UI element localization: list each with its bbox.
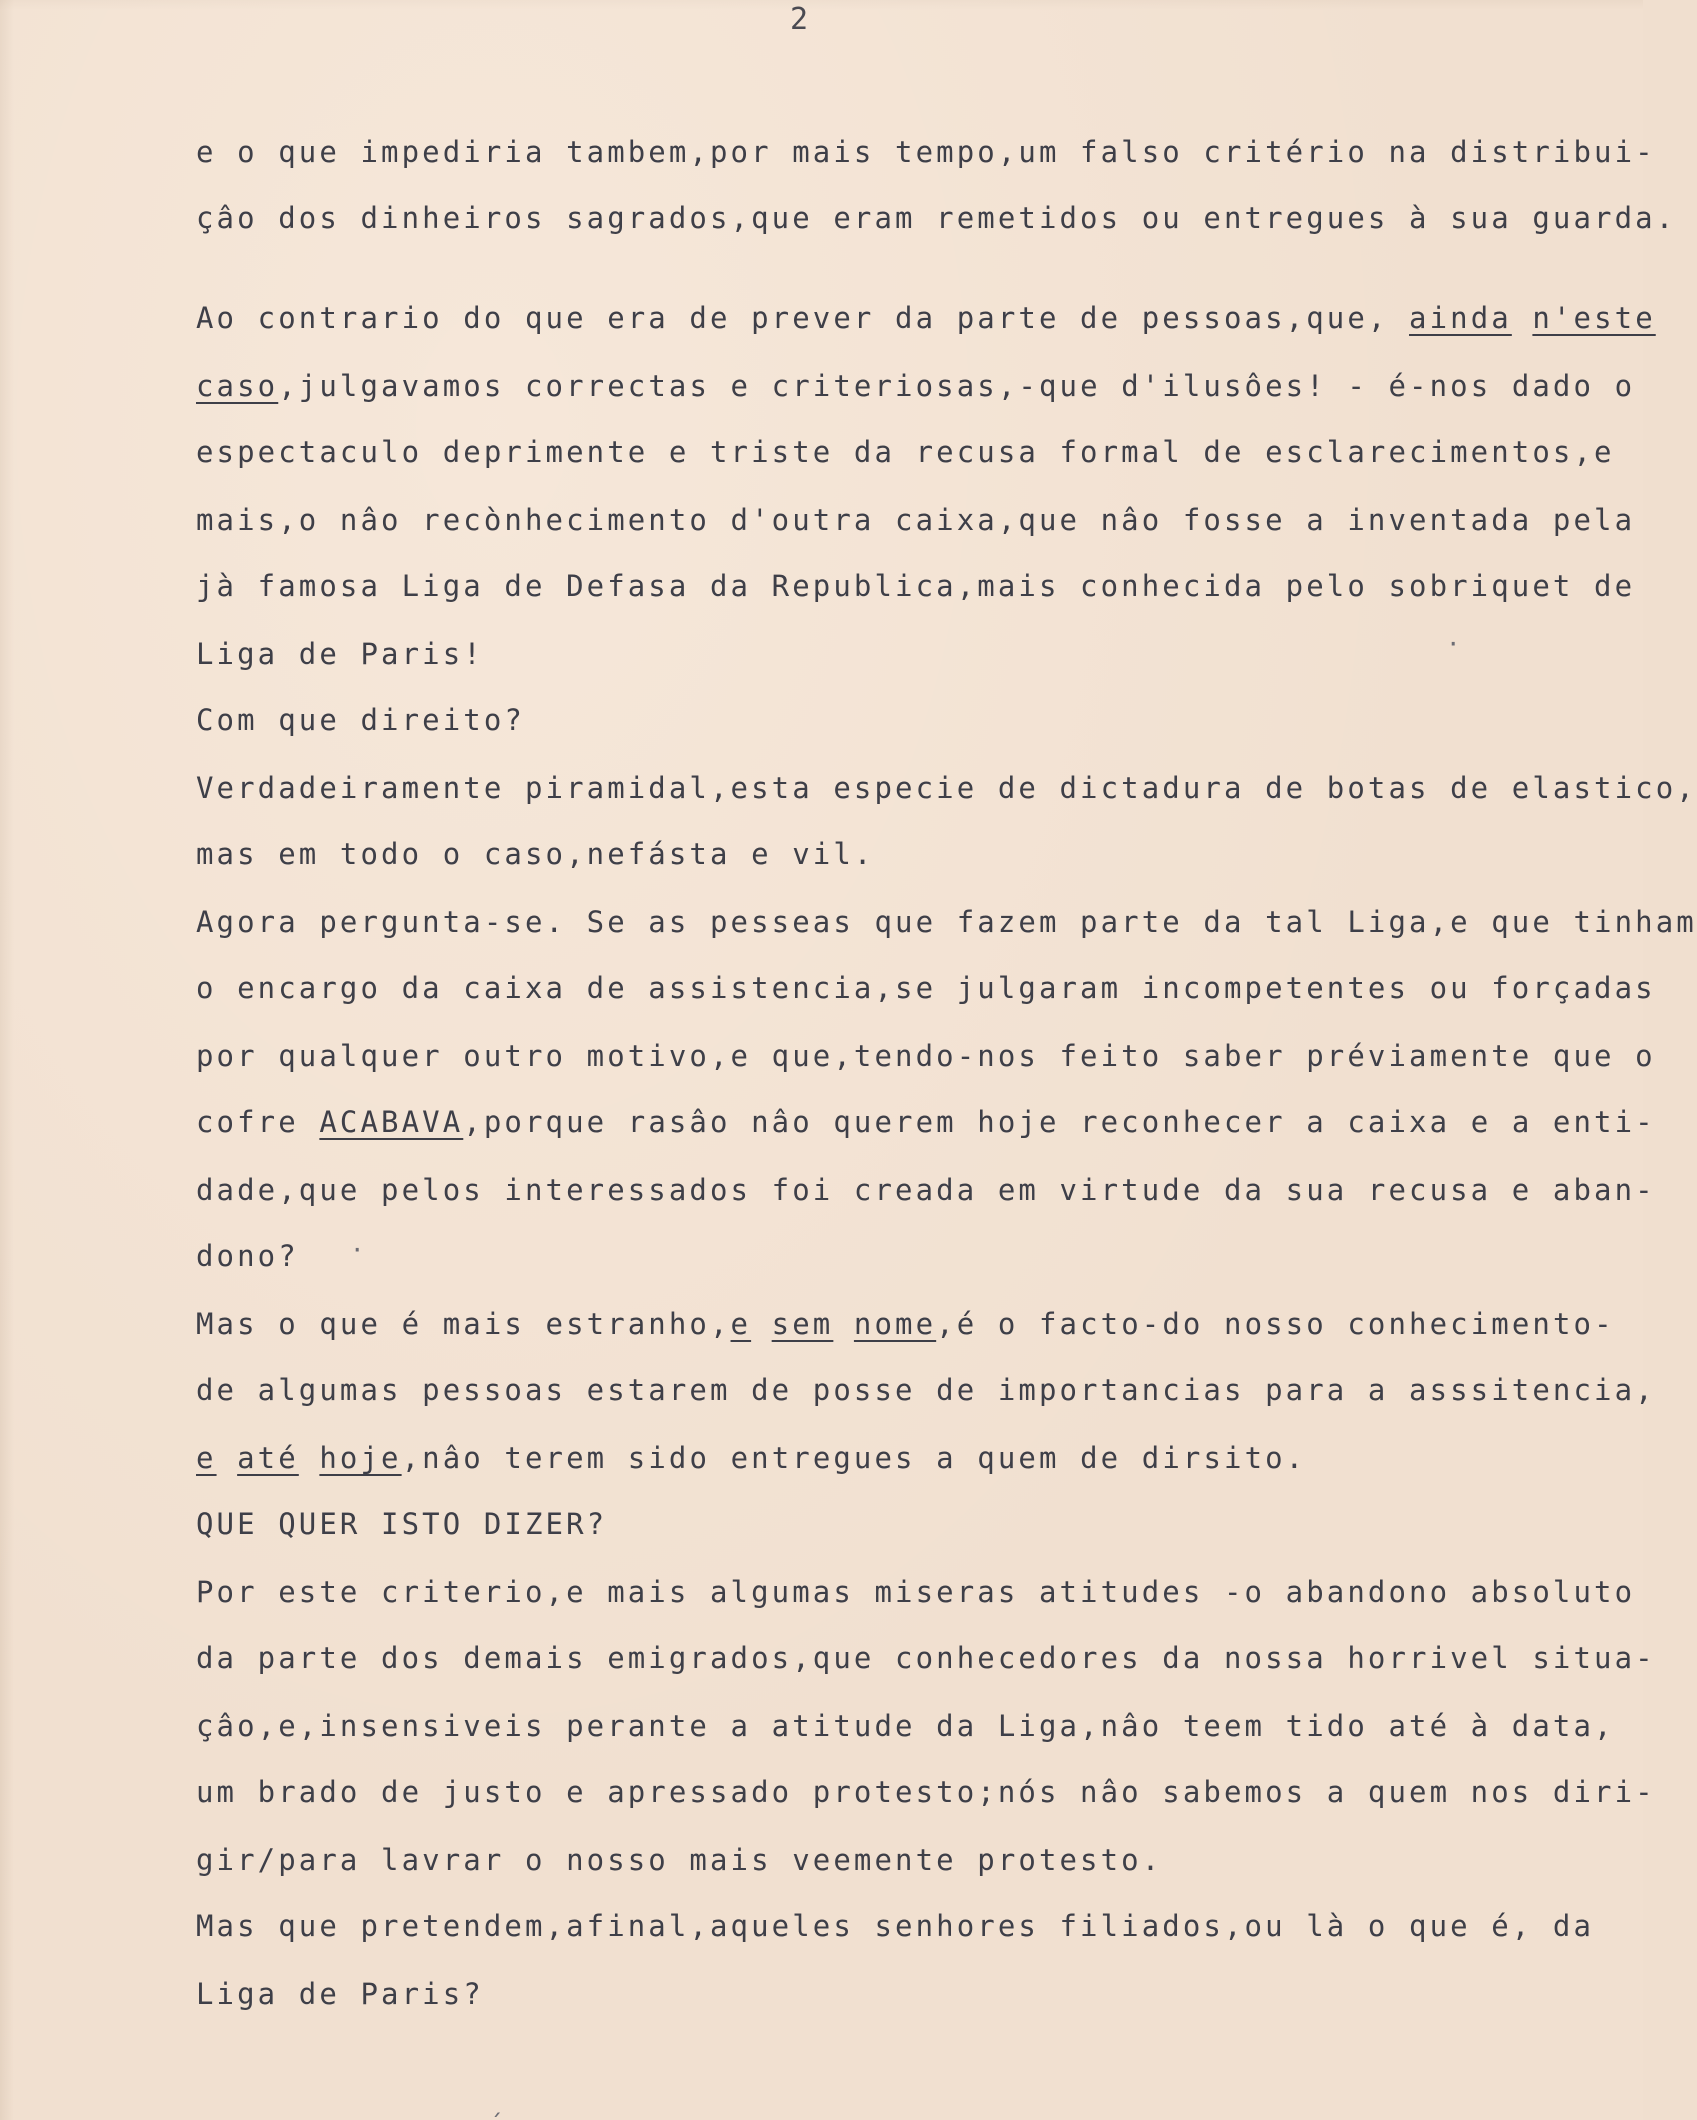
text-line-17: dono? <box>196 1239 299 1273</box>
text-line-7: jà famosa Liga de Defasa da Republica,mais conhecida pelo sobriquet de <box>196 569 1636 603</box>
underlined-word: ACABAVA <box>319 1105 464 1139</box>
underlined-word: ainda <box>1409 301 1512 335</box>
underlined-word: nome <box>853 1307 937 1341</box>
text-line-16: dade,que pelos interessados foi creada em virtude da sua recusa e aban- <box>196 1173 1656 1207</box>
text-line-13: o encargo da caixa de assistencia,se julgaram incompetentes ou forçadas <box>196 971 1656 1005</box>
text-line-11: mas em todo o caso,nefásta e vil. <box>196 837 875 871</box>
text-line-24: çâo,e,insensiveis perante a atitude da Liga,nâo teem tido até à data, <box>196 1709 1615 1743</box>
page-number: 2 <box>790 2 810 37</box>
text-line-6: mais,o nâo recònhecimento d'outra caixa,que nâo fosse a inventada pela <box>196 503 1636 537</box>
underlined-word: caso <box>196 369 279 403</box>
text-line-25: um brado de justo e apressado protesto;nós nâo sabemos a quem nos diri- <box>196 1775 1656 1809</box>
underlined-word: até <box>237 1441 299 1475</box>
text-line-18: Mas o que é mais estranho,e sem nome,é o facto-do nosso conhecimento- <box>196 1307 1615 1341</box>
paper-speck: ˏ <box>490 2088 505 2116</box>
text-line-22: Por este criterio,e mais algumas miseras atitudes -o abandono absoluto <box>196 1575 1636 1609</box>
text-line-27: Mas que pretendem,afinal,aqueles senhores filiados,ou là o que é, da <box>196 1909 1595 1943</box>
text-line-28: Liga de Paris? <box>196 1977 484 2011</box>
paper-speck: · <box>350 1236 365 1264</box>
text-line-21: QUE QUER ISTO DIZER? <box>196 1507 608 1541</box>
underlined-word: e <box>730 1307 752 1341</box>
text-line-3: Ao contrario do que era de prever da parte de pessoas,que, ainda n'este <box>196 301 1656 335</box>
text-line-15: cofre ACABAVA,porque rasâo nâo querem hoje reconhecer a caixa e a enti- <box>196 1105 1656 1139</box>
text-line-20: e até hoje,nâo terem sido entregues a quem de dirsito. <box>196 1441 1307 1475</box>
text-line-1: e o que impediria tambem,por mais tempo,um falso critério na distribui- <box>196 135 1656 169</box>
paper-speck: · <box>1446 630 1461 658</box>
text-line-8: Liga de Paris! <box>196 637 484 671</box>
text-line-9: Com que direito? <box>196 703 525 737</box>
text-line-23: da parte dos demais emigrados,que conhecedores da nossa horrivel situa- <box>196 1641 1656 1675</box>
underlined-word: hoje <box>319 1441 402 1475</box>
text-line-5: espectaculo deprimente e triste da recusa formal de esclarecimentos,e <box>196 435 1615 469</box>
text-line-10: Verdadeiramente piramidal,esta especie de dictadura de botas de elastico, <box>196 771 1697 805</box>
text-line-19: de algumas pessoas estarem de posse de importancias para a asssitencia, <box>196 1373 1656 1407</box>
text-line-12: Agora pergunta-se. Se as pesseas que fazem parte da tal Liga,e que tinham <box>196 905 1697 939</box>
text-line-2: çâo dos dinheiros sagrados,que eram remetidos ou entregues à sua guarda. <box>196 201 1677 235</box>
text-line-14: por qualquer outro motivo,e que,tendo-nos feito saber préviamente que o <box>196 1039 1656 1073</box>
underlined-word: sem <box>771 1307 834 1341</box>
text-line-4: caso,julgavamos correctas e criteriosas,-que d'ilusôes! - é-nos dado o <box>196 369 1636 403</box>
text-line-26: gir/para lavrar o nosso mais veemente protesto. <box>196 1843 1163 1877</box>
underlined-word: e <box>196 1441 217 1475</box>
underlined-word: n'este <box>1532 301 1656 335</box>
